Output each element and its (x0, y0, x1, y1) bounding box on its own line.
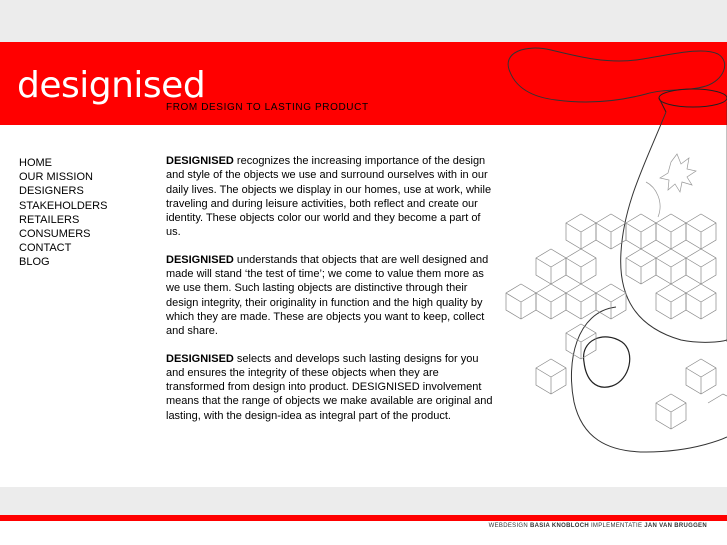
main-content (166, 154, 496, 436)
decorative-vase-illustration (496, 42, 727, 482)
brand-name: DESIGNISED (166, 155, 234, 167)
webdesign-label: WEBDESIGN (488, 523, 529, 529)
paragraph-text: selects and develops such lasting designs for you and ensures the integrity of these objects when they are transformed from design into product. DESIGNISED involvement means that the range of objects we make available are original and lasting, with the design-idea as integral part of the product. (166, 352, 493, 422)
floral-sketch (646, 154, 696, 217)
site-logo[interactable]: designised (17, 65, 206, 106)
implementation-label: IMPLEMENTATIE (590, 523, 643, 529)
nav-item-consumers[interactable]: CONSUMERS (19, 228, 91, 241)
nav-item-designers[interactable]: DESIGNERS (19, 185, 84, 198)
values-paragraph (166, 253, 496, 339)
site-tagline: FROM DESIGN TO LASTING PRODUCT (166, 102, 369, 113)
nav-item-retailers[interactable]: RETAILERS (19, 213, 80, 226)
implementation-name: JAN VAN BRUGGEN (644, 523, 707, 529)
top-strip (0, 0, 727, 42)
webdesign-name: BASIA KNOBLOCH (529, 523, 589, 529)
services-paragraph (166, 352, 496, 423)
intro-paragraph (166, 154, 496, 240)
brand-name: DESIGNISED (166, 352, 234, 365)
brand-name: DESIGNISED (166, 253, 234, 266)
main-nav (19, 156, 107, 270)
nav-item-blog[interactable]: BLOG (19, 256, 50, 269)
cube-pattern (506, 214, 727, 429)
footer-strip (0, 487, 727, 515)
nav-item-our-mission[interactable]: OUR MISSION (19, 171, 93, 184)
nav-item-stakeholders[interactable]: STAKEHOLDERS (19, 199, 108, 212)
nav-item-home[interactable]: HOME (19, 157, 52, 169)
paragraph-text: understands that objects that are well designed and made will stand ‘the test of time’; we come to value them more as we use them. Such lasting objects are distinctive through their design integrity, their originality in function and the high quality by which they are made. These are objects you want to keep, collect and share. (166, 253, 489, 338)
nav-item-contact[interactable]: CONTACT (19, 242, 72, 255)
paragraph-text: recognizes the increasing importance of the design and style of the objects we use and surround ourselves with in our daily lives. The objects we display in our homes, use at work, while traveling and during leisure activities, both reflect and create our identity. These objects color our world and they become a part of us. (166, 155, 492, 239)
footer-red-bar (0, 515, 727, 521)
footer-credits (489, 523, 707, 529)
